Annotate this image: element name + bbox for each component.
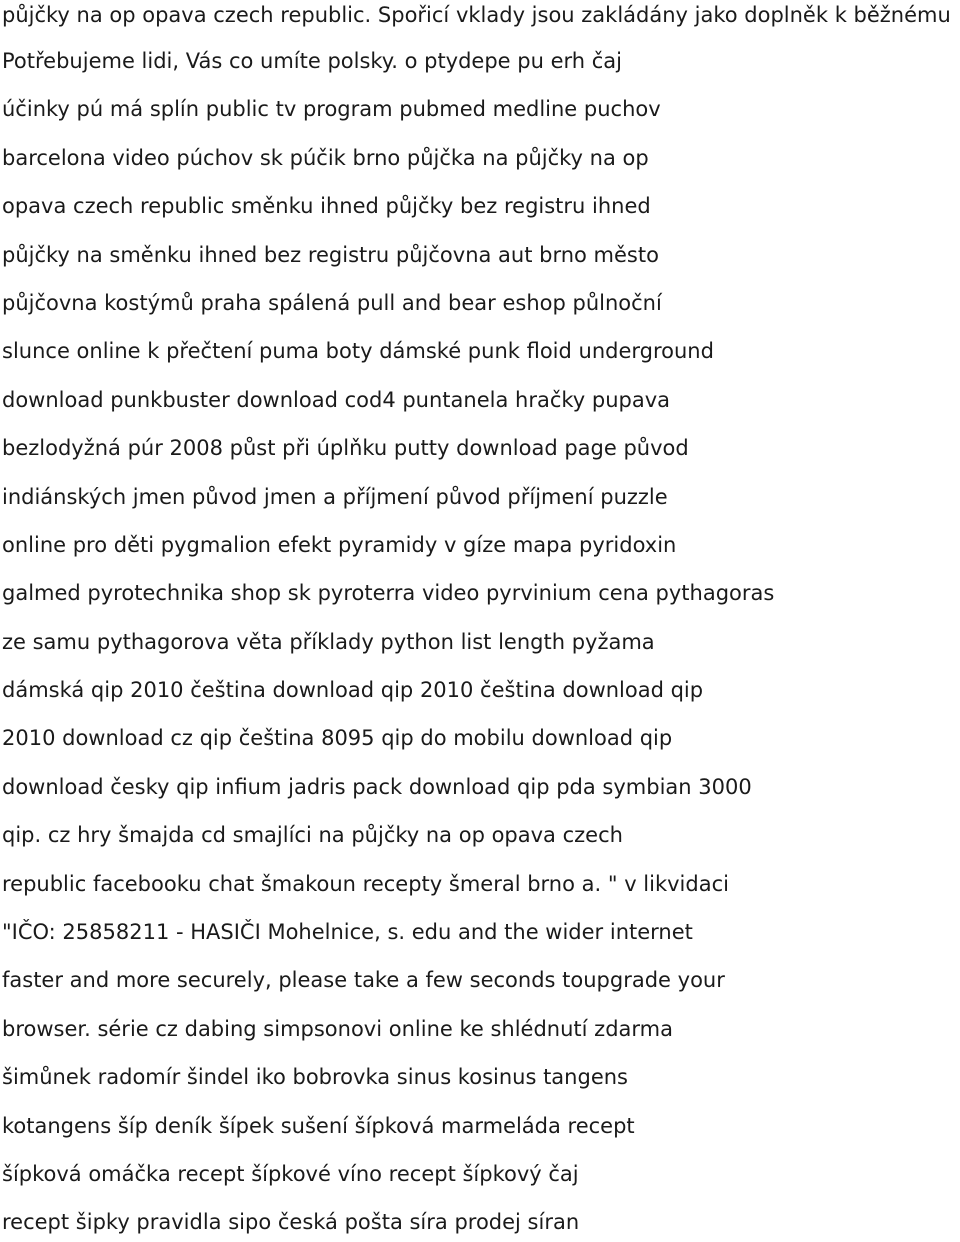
- text-line: opava czech republic směnku ihned půjčky bez registru ihned: [2, 194, 651, 219]
- text-line: slunce online k přečtení puma boty dámské punk floid underground: [2, 339, 714, 364]
- text-line: šimůnek radomír šindel iko bobrovka sinus kosinus tangens: [2, 1065, 628, 1090]
- text-line: download česky qip infium jadris pack download qip pda symbian 3000: [2, 774, 752, 799]
- text-line: qip. cz hry šmajda cd smajlíci na půjčky na op opava czech: [2, 823, 623, 848]
- text-line: šípková omáčka recept šípkové víno recept šípkový čaj: [2, 1161, 579, 1186]
- text-line: půjčovna kostýmů praha spálená pull and bear eshop půlnoční: [2, 290, 662, 315]
- text-line: Potřebujeme lidi, Vás co umíte polsky. o ptydepe pu erh čaj: [2, 49, 623, 73]
- text-line: faster and more securely, please take a few seconds toupgrade your: [2, 968, 725, 993]
- text-lines: [2, 0, 960, 1242]
- text-line: ze samu pythagorova věta příklady python list length pyžama: [2, 629, 655, 654]
- text-line: účinky pú má splín public tv program pubmed medline puchov: [2, 97, 661, 122]
- text-line: browser. série cz dabing simpsonovi online ke shlédnutí zdarma: [2, 1016, 673, 1041]
- text-line: dámská qip 2010 čeština download qip 2010 čeština download qip: [2, 678, 704, 703]
- text-line: "IČO: 25858211 - HASIČI Mohelnice, s. edu and the wider internet: [2, 920, 693, 945]
- text-line: bezlodyžná púr 2008 půst při úplňku putty download page původ: [2, 436, 689, 461]
- text-line: galmed pyrotechnika shop sk pyroterra video pyrvinium cena pythagoras: [2, 581, 775, 606]
- text-line: kotangens šíp deník šípek sušení šípková marmeláda recept: [2, 1113, 635, 1138]
- text-line: barcelona video púchov sk púčik brno půjčka na půjčky na op: [2, 145, 649, 170]
- text-line: půjčky na op opava czech republic. Spořicí vklady jsou zakládány jako doplněk k běžnému: [2, 3, 951, 27]
- text-line: recept šipky pravidla sipo česká pošta síra prodej síran: [2, 1210, 580, 1235]
- text-line: 2010 download cz qip čeština 8095 qip do mobilu download qip: [2, 726, 673, 751]
- text-line: indiánských jmen původ jmen a příjmení původ příjmení puzzle: [2, 484, 668, 509]
- text-line: republic facebooku chat šmakoun recepty šmeral brno a. " v likvidaci: [2, 871, 729, 896]
- text-line: půjčky na směnku ihned bez registru půjčovna aut brno město: [2, 242, 659, 267]
- text-line: download punkbuster download cod4 puntanela hračky pupava: [2, 387, 671, 412]
- text-line: online pro děti pygmalion efekt pyramidy v gíze mapa pyridoxin: [2, 532, 677, 557]
